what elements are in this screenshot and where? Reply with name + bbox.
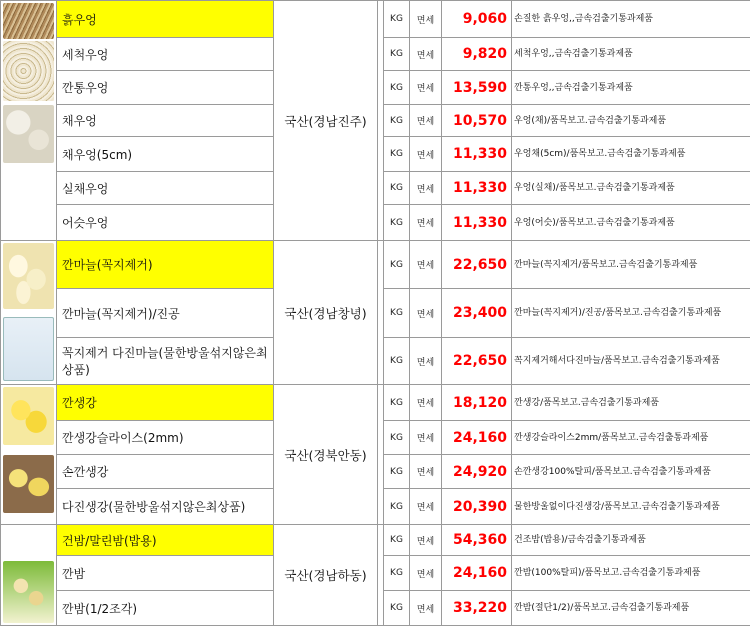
product-name: 깐마늘(꼭지제거)/진공 [57, 289, 274, 338]
tax-cell: 면세 [410, 241, 442, 289]
product-image-cell [1, 241, 57, 385]
product-name: 깐마늘(꼭지제거) [57, 241, 274, 289]
note-cell: 깐통우엉,,금속검출기통과제품 [512, 71, 750, 105]
unit-cell: KG [384, 385, 410, 421]
price-cell: 10,570 [442, 105, 512, 137]
price-cell: 13,590 [442, 71, 512, 105]
tax-cell: 면세 [410, 71, 442, 105]
note-cell: 우엉(채)/품목보고.금속검출기통과제품 [512, 105, 750, 137]
product-name: 세척우엉 [57, 38, 274, 71]
note-cell: 깐밤(100%탈피)/품목보고.금속검출기통과제품 [512, 556, 750, 591]
product-name: 깐밤 [57, 556, 274, 591]
tax-cell: 면세 [410, 205, 442, 241]
price-cell: 20,390 [442, 489, 512, 525]
note-cell: 손질한 흙우엉,,금속검출기통과제품 [512, 1, 750, 38]
peeled-garlic-image [3, 243, 54, 309]
price-cell: 22,650 [442, 338, 512, 385]
product-name: 건밤/말린밤(밥용) [57, 525, 274, 556]
table-row [1, 1, 750, 38]
tax-cell: 면세 [410, 525, 442, 556]
unit-cell: KG [384, 489, 410, 525]
unit-cell: KG [384, 1, 410, 38]
table-row [1, 241, 750, 289]
price-cell: 24,160 [442, 421, 512, 455]
note-cell: 깐마늘(꼭지제거)/진공/품목보고.금속검출기통과제품 [512, 289, 750, 338]
tax-cell: 면세 [410, 421, 442, 455]
note-cell: 꼭지제거해서다진마늘/품목보고.금속검출기통과제품 [512, 338, 750, 385]
peeled-ginger-image [3, 387, 54, 445]
note-cell: 손깐생강100%탈피/품목보고.금속검출기통과제품 [512, 455, 750, 489]
price-cell: 18,120 [442, 385, 512, 421]
unit-cell: KG [384, 205, 410, 241]
tax-cell: 면세 [410, 338, 442, 385]
note-cell: 깐생강/품목보고.금속검출기통과제품 [512, 385, 750, 421]
origin-cell: 국산(경남창녕) [274, 241, 378, 385]
origin-cell: 국산(경남하동) [274, 525, 378, 626]
product-name: 깐생강슬라이스(2mm) [57, 421, 274, 455]
tax-cell: 면세 [410, 591, 442, 626]
table-row [1, 525, 750, 556]
note-cell: 깐생강슬라이스2mm/품목보고.금속검출통과제품 [512, 421, 750, 455]
unit-cell: KG [384, 289, 410, 338]
unit-cell: KG [384, 338, 410, 385]
product-image-cell [1, 385, 57, 525]
product-image-cell [1, 1, 57, 241]
burdock-chips-image [3, 105, 54, 163]
unit-cell: KG [384, 137, 410, 172]
note-cell: 깐마늘(꼭지제거/품목보고.금속검출기통과제품 [512, 241, 750, 289]
product-name: 깐밤(1/2조각) [57, 591, 274, 626]
product-name: 꼭지제거 다진마늘(물한방울섞지않은최상품) [57, 338, 274, 385]
tax-cell: 면세 [410, 105, 442, 137]
price-cell: 24,160 [442, 556, 512, 591]
price-cell: 11,330 [442, 137, 512, 172]
note-cell: 깐밤(절단1/2)/품목보고.금속검출기통과제품 [512, 591, 750, 626]
tax-cell: 면세 [410, 455, 442, 489]
product-name: 깐생강 [57, 385, 274, 421]
unit-cell: KG [384, 556, 410, 591]
price-cell: 33,220 [442, 591, 512, 626]
unit-cell: KG [384, 455, 410, 489]
product-name: 손깐생강 [57, 455, 274, 489]
unit-cell: KG [384, 591, 410, 626]
tax-cell: 면세 [410, 38, 442, 71]
tax-cell: 면세 [410, 172, 442, 205]
unit-cell: KG [384, 525, 410, 556]
price-cell: 11,330 [442, 205, 512, 241]
product-name: 깐통우엉 [57, 71, 274, 105]
tax-cell: 면세 [410, 385, 442, 421]
tax-cell: 면세 [410, 289, 442, 338]
note-cell: 우엉(어슷)/품목보고.금속검출기통과제품 [512, 205, 750, 241]
ginger-chunks-image [3, 455, 54, 513]
note-cell: 물한방울없이다진생강/품목보고.금속검출기통과제품 [512, 489, 750, 525]
product-name: 다진생강(물한방울섞지않은최상품) [57, 489, 274, 525]
unit-cell: KG [384, 172, 410, 205]
price-cell: 24,920 [442, 455, 512, 489]
burdock-root-image [3, 3, 54, 39]
price-cell: 9,060 [442, 1, 512, 38]
note-cell: 우엉(실채)/품목보고.금속검출기통과제품 [512, 172, 750, 205]
note-cell: 건조밤(밥용)/금속검출기통과제품 [512, 525, 750, 556]
note-cell: 세척우엉,,금속검출기통과제품 [512, 38, 750, 71]
burdock-shred-image [3, 41, 54, 101]
unit-cell: KG [384, 71, 410, 105]
product-name: 실채우엉 [57, 172, 274, 205]
garlic-vacuum-bag-image [3, 317, 54, 381]
price-cell: 22,650 [442, 241, 512, 289]
product-image-cell [1, 525, 57, 626]
product-name: 흙우엉 [57, 1, 274, 38]
tax-cell: 면세 [410, 556, 442, 591]
unit-cell: KG [384, 421, 410, 455]
price-cell: 11,330 [442, 172, 512, 205]
origin-cell: 국산(경남진주) [274, 1, 378, 241]
price-cell: 9,820 [442, 38, 512, 71]
table-row [1, 385, 750, 421]
unit-cell: KG [384, 105, 410, 137]
unit-cell: KG [384, 38, 410, 71]
product-name: 채우엉(5cm) [57, 137, 274, 172]
note-cell: 우엉채(5cm)/품목보고.금속검출기통과제품 [512, 137, 750, 172]
chestnut-image [3, 561, 54, 623]
tax-cell: 면세 [410, 137, 442, 172]
product-name: 채우엉 [57, 105, 274, 137]
product-name: 어슷우엉 [57, 205, 274, 241]
tax-cell: 면세 [410, 489, 442, 525]
price-cell: 23,400 [442, 289, 512, 338]
origin-cell: 국산(경북안동) [274, 385, 378, 525]
unit-cell: KG [384, 241, 410, 289]
tax-cell: 면세 [410, 1, 442, 38]
price-cell: 54,360 [442, 525, 512, 556]
